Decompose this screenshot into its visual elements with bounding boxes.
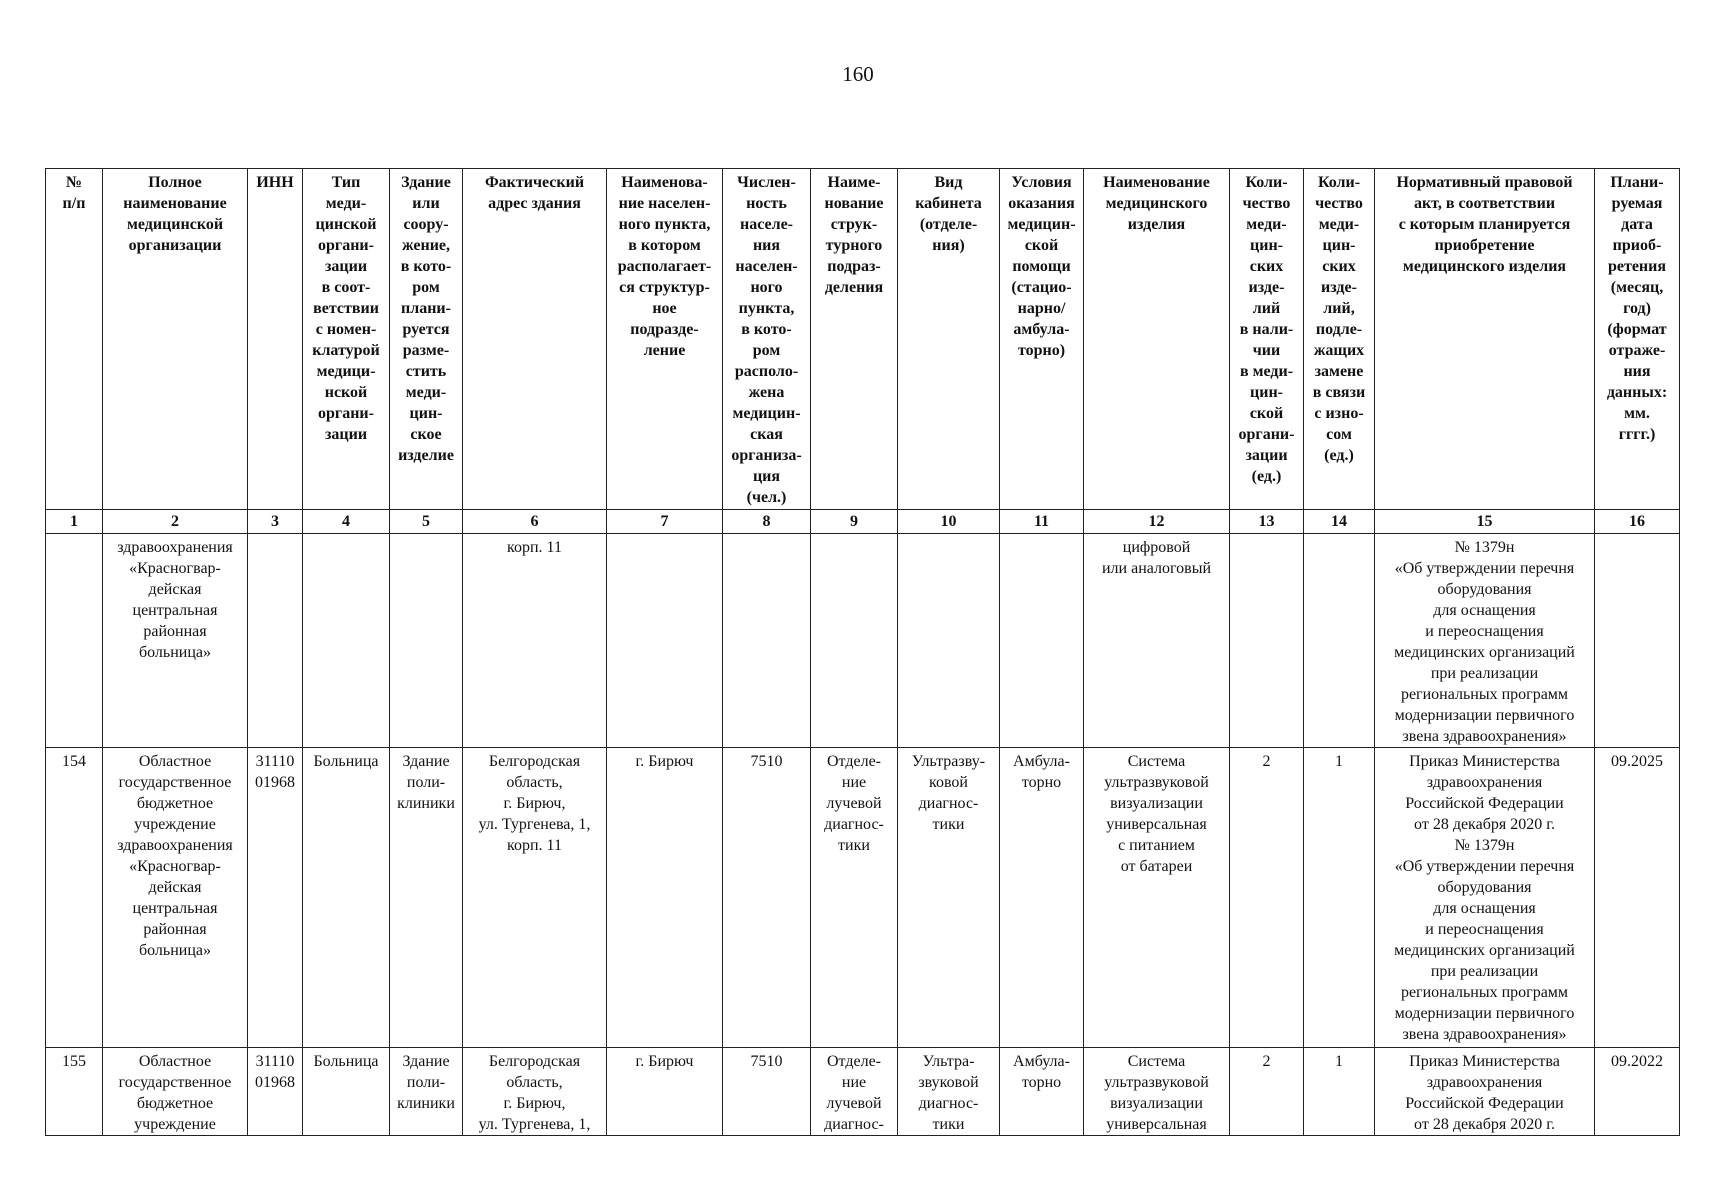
table-cell [1230,534,1304,748]
header-cell: Условия оказания медицин- ской помощи (стацио- нарно/ амбула- торно) [1000,169,1084,510]
table-cell: Больница [303,1048,390,1136]
column-number: 2 [103,510,248,534]
column-number: 6 [463,510,607,534]
table-cell [1000,534,1084,748]
column-number: 15 [1375,510,1595,534]
table-cell: корп. 11 [463,534,607,748]
header-cell: Коли- чество меди- цин- ских изде- лий, подле- жащих замене в связи с изно- сом (ед.) [1304,169,1375,510]
table-cell [1595,534,1680,748]
table-cell: Система ультразвуковой визуализации универсальная с питанием от батареи [1084,748,1230,1048]
table-cell: Здание поли- клиники [390,748,463,1048]
table-cell: Амбула- торно [1000,1048,1084,1136]
table-cell: г. Бирюч [607,1048,723,1136]
column-number: 9 [811,510,898,534]
table-cell: Приказ Министерства здравоохранения Российской Федерации от 28 декабря 2020 г. № 1379н «Об утверждении перечня оборудования для оснащения и переоснащения медицинских организаций при реализации региональных программ модернизации первичного звена здравоохранения» [1375,748,1595,1048]
table-row [46,534,1680,748]
table-cell: цифровой или аналоговый [1084,534,1230,748]
header-cell: Коли- чество меди- цин- ских изде- лий в нали- чии в меди- цин- ской органи- зации (ед.) [1230,169,1304,510]
table-cell: Белгородская область, г. Бирюч, ул. Тургенева, 1, корп. 11 [463,748,607,1048]
header-cell: Наименование медицинского изделия [1084,169,1230,510]
column-number: 1 [46,510,103,534]
table-cell [390,534,463,748]
table-cell: Областное государственное бюджетное учреждение здравоохранения «Красногвар- дейская центральная районная больница» [103,748,248,1048]
header-cell: Наиме- нование струк- турного подраз- деления [811,169,898,510]
table-cell: 1 [1304,748,1375,1048]
header-cell: Вид кабинета (отделе- ния) [898,169,1000,510]
table-row [46,748,1680,1048]
table-cell: Ультразву- ковой диагнос- тики [898,748,1000,1048]
column-number: 8 [723,510,811,534]
table-cell: 09.2025 [1595,748,1680,1048]
table-cell: Амбула- торно [1000,748,1084,1048]
table-cell: 31110 01968 [248,748,303,1048]
header-cell: № п/п [46,169,103,510]
header-cell: ИНН [248,169,303,510]
header-cell: Фактический адрес здания [463,169,607,510]
header-cell: Здание или соору- жение, в кото- ром плани- руется разме- стить меди- цин- ское изделие [390,169,463,510]
header-cell: Нормативный правовой акт, в соответствии с которым планируется приобретение медицинского изделия [1375,169,1595,510]
table-cell: здравоохранения «Красногвар- дейская центральная районная больница» [103,534,248,748]
header-cell: Наименова- ние населен- ного пункта, в котором располагает- ся структур- ное подразде- ление [607,169,723,510]
table-cell: 7510 [723,1048,811,1136]
table-cell: 155 [46,1048,103,1136]
table-cell: 2 [1230,748,1304,1048]
table-cell [1304,534,1375,748]
column-number: 13 [1230,510,1304,534]
table-cell: 2 [1230,1048,1304,1136]
column-number: 4 [303,510,390,534]
column-number: 14 [1304,510,1375,534]
table-cell: Больница [303,748,390,1048]
table-cell: Областное государственное бюджетное учреждение [103,1048,248,1136]
header-cell: Полное наименование медицинской организации [103,169,248,510]
page-number: 160 [842,62,874,86]
column-number: 7 [607,510,723,534]
column-number: 3 [248,510,303,534]
column-number: 10 [898,510,1000,534]
table-cell [303,534,390,748]
column-number-row [46,510,1680,534]
table-cell [811,534,898,748]
table-cell: Белгородская область, г. Бирюч, ул. Тургенева, 1, [463,1048,607,1136]
header-cell: Тип меди- цинской органи- зации в соот- ветствии с номен- клатурой медици- нской органи- зации [303,169,390,510]
table-cell: 09.2022 [1595,1048,1680,1136]
table-row [46,1048,1680,1136]
table-cell: г. Бирюч [607,748,723,1048]
table-cell: Приказ Министерства здравоохранения Российской Федерации от 28 декабря 2020 г. [1375,1048,1595,1136]
header-cell: Числен- ность населе- ния населен- ного пункта, в кото- ром располо- жена медицин- ская организа- ция (чел.) [723,169,811,510]
table-cell: Система ультразвуковой визуализации универсальная [1084,1048,1230,1136]
equipment-table [45,168,1680,1136]
table-cell: 7510 [723,748,811,1048]
table-cell: Здание поли- клиники [390,1048,463,1136]
table-cell [248,534,303,748]
column-number: 11 [1000,510,1084,534]
table-cell: Отделе- ние лучевой диагнос- тики [811,748,898,1048]
column-number: 16 [1595,510,1680,534]
table-cell [898,534,1000,748]
table-cell: Отделе- ние лучевой диагнос- [811,1048,898,1136]
table-cell: 154 [46,748,103,1048]
column-number: 12 [1084,510,1230,534]
table-cell: 31110 01968 [248,1048,303,1136]
table-cell: 1 [1304,1048,1375,1136]
table-cell: № 1379н «Об утверждении перечня оборудования для оснащения и переоснащения медицинских организаций при реализации региональных программ модернизации первичного звена здравоохранения» [1375,534,1595,748]
table-cell [723,534,811,748]
column-number: 5 [390,510,463,534]
header-row [46,169,1680,510]
table-cell: Ультра- звуковой диагнос- тики [898,1048,1000,1136]
table-cell [607,534,723,748]
table-cell [46,534,103,748]
header-cell: Плани- руемая дата приоб- ретения (месяц, год) (формат отраже- ния данных: мм. гггг.) [1595,169,1680,510]
